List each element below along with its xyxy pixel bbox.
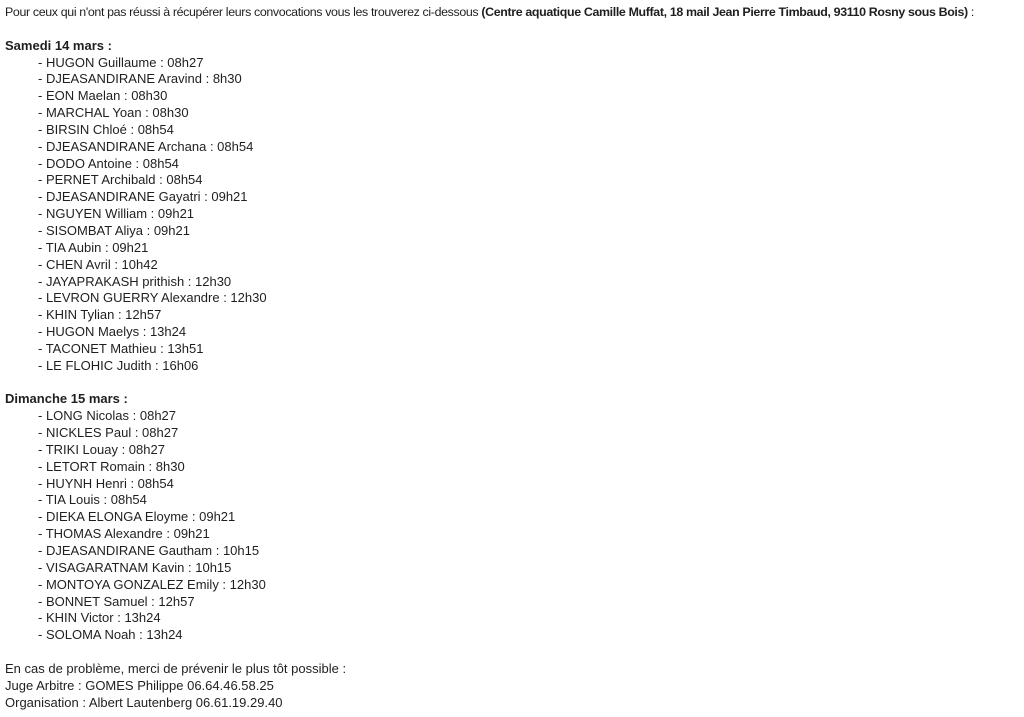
section-title-sunday: Dimanche 15 mars : [5, 391, 128, 407]
convocation-entry: - LETORT Romain : 8h30 [38, 458, 185, 474]
convocation-entry: - DJEASANDIRANE Gayatri : 09h21 [38, 189, 248, 205]
section-sunday [5, 391, 1024, 644]
convocation-entry: - KHIN Victor : 13h24 [38, 610, 161, 626]
section-saturday [5, 38, 1024, 375]
convocation-entry: - HUGON Guillaume : 08h27 [38, 54, 204, 70]
convocation-entry: - JAYAPRAKASH prithish : 12h30 [38, 273, 232, 289]
organisation-contact: Organisation : Albert Lautenberg 06.61.19.29.40 [5, 694, 283, 710]
convocation-list-sunday [5, 408, 1024, 644]
convocation-entry: - LE FLOHIC Judith : 16h06 [38, 357, 199, 373]
convocation-list-saturday [5, 55, 1024, 375]
convocation-entry: - HUGON Maelys : 13h24 [38, 324, 187, 340]
judge-contact: Juge Arbitre : GOMES Philippe 06.64.46.58.25 [5, 677, 274, 693]
convocation-entry: - TACONET Mathieu : 13h51 [38, 340, 204, 356]
convocation-entry: - TIA Louis : 08h54 [38, 492, 147, 508]
convocation-entry: - CHEN Avril : 10h42 [38, 256, 158, 272]
convocation-entry: - NGUYEN William : 09h21 [38, 206, 195, 222]
convocation-entry: - LONG Nicolas : 08h27 [38, 408, 177, 424]
convocation-entry: - BONNET Samuel : 12h57 [38, 593, 195, 609]
convocation-entry: - HUYNH Henri : 08h54 [38, 475, 174, 491]
convocation-entry: - BIRSIN Chloé : 08h54 [38, 121, 174, 137]
convocation-entry: - THOMAS Alexandre : 09h21 [38, 526, 210, 542]
convocation-entry: - LEVRON GUERRY Alexandre : 12h30 [38, 290, 267, 306]
convocation-entry: - VISAGARATNAM Kavin : 10h15 [38, 559, 232, 575]
convocation-entry: - KHIN Tylian : 12h57 [38, 307, 162, 323]
convocation-entry: - NICKLES Paul : 08h27 [38, 425, 179, 441]
convocation-entry: - PERNET Archibald : 08h54 [38, 172, 203, 188]
contact-footer [5, 661, 1024, 712]
intro-paragraph [5, 4, 1024, 21]
convocation-entry: - DJEASANDIRANE Aravind : 8h30 [38, 71, 242, 87]
convocation-entry: - DJEASANDIRANE Gautham : 10h15 [38, 543, 260, 558]
problem-notice: En cas de problème, merci de prévenir le plus tôt possible : [5, 660, 347, 676]
convocation-entry: - TIA Aubin : 09h21 [38, 239, 149, 255]
section-title-saturday: Samedi 14 mars : [5, 37, 112, 53]
convocation-entry: - TRIKI Louay : 08h27 [38, 441, 165, 457]
convocation-entry: - SOLOMA Noah : 13h24 [38, 627, 183, 643]
intro-suffix: : [967, 5, 975, 19]
convocation-entry: - MARCHAL Yoan : 08h30 [38, 105, 189, 121]
convocation-entry: - DJEASANDIRANE Archana : 08h54 [38, 138, 254, 154]
convocation-entry: - DIEKA ELONGA Eloyme : 09h21 [38, 509, 236, 525]
convocation-entry: - MONTOYA GONZALEZ Emily : 12h30 [38, 576, 266, 592]
convocation-entry: - DODO Antoine : 08h54 [38, 155, 179, 171]
venue-address: (Centre aquatique Camille Muffat, 18 mail Jean Pierre Timbaud, 93110 Rosny sous Bois) [481, 5, 968, 19]
convocation-entry: - SISOMBAT Aliya : 09h21 [38, 222, 190, 238]
convocation-entry: - EON Maelan : 08h30 [38, 88, 168, 104]
intro-text: Pour ceux qui n'ont pas réussi à récupérer leurs convocations vous les trouverez ci-dessous [5, 5, 482, 19]
